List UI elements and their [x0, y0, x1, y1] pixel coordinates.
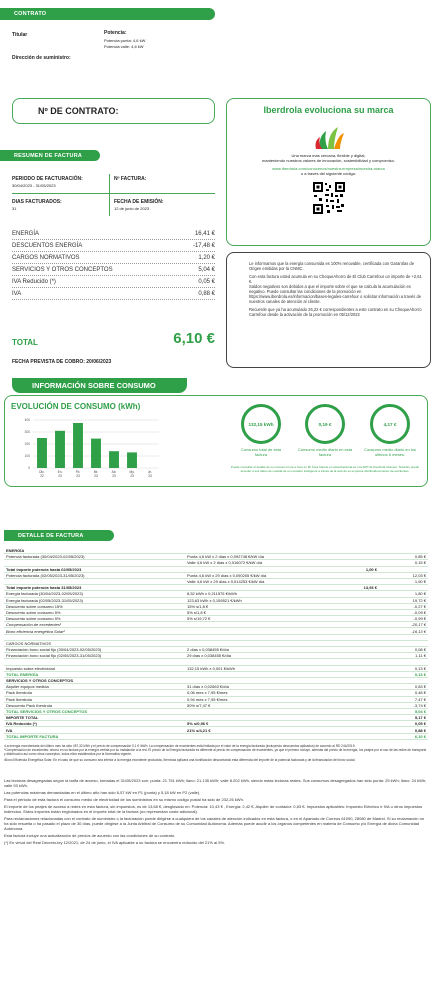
note-consumo-medio: Para el periodo de esta factura el consumo medio de electricidad de los suministros en su mismo código postal ha sido de 232,26 kWh.: [4, 797, 244, 802]
detail-cell-c4: 0,13 €: [414, 671, 426, 677]
y-tick-label: 200: [24, 442, 30, 447]
x-tick-label: 23: [58, 474, 62, 478]
x-tick-label: 23: [130, 474, 134, 478]
detail-cell-c4: -3,74 €: [413, 702, 426, 708]
footnotes: [4, 744, 428, 762]
dias-label: DIAS FACTURADOS:: [12, 199, 62, 205]
chart-title: EVOLUCIÓN DE CONSUMO (kWh): [11, 402, 141, 411]
x-tick-label: Jn.: [147, 470, 153, 474]
potencia-punta: Potencia punta: 4,6 kW: [104, 38, 146, 43]
periodo-block: [12, 176, 110, 188]
detail-cell-c1: Alquiler equipos medida: [6, 684, 49, 690]
detail-cell-c4: 5,17 €: [414, 715, 426, 721]
footnote-3: ²Bono Eficiencia Energética Solar: En el caso de que su consumo sea inferior a la energía excedente producida, Iberdrola aplicará una bonificación descontando esta diferencia del importe de la potencia facturada y de la financiación del bono social.: [4, 757, 356, 762]
x-tick-label: Fb.: [75, 470, 81, 474]
detail-cell-c2: Punta 4,6 kW x 2 días x 0,092748 €/kW día: [187, 554, 264, 560]
detail-cell-c1: Bono eficiencia energética Solar²: [6, 628, 65, 634]
brand-line2: manteniendo nuestros valores de innovación, sostenibilidad y compromiso.: [262, 158, 395, 163]
brand-link[interactable]: www.iberdrola.com/conocenos/nuestra-empresa/nuestra-marca: [272, 166, 385, 171]
bar: [55, 431, 65, 468]
stat-daily: [295, 404, 355, 457]
detail-cell-c2: 15% s/1,8 €: [187, 603, 209, 609]
x-tick-label: Dic.: [39, 470, 45, 474]
detail-cell-c4: 7,47 €: [414, 696, 426, 702]
dias-block: [12, 199, 62, 211]
detail-table: [4, 548, 428, 740]
note-potencias: Las potencias máximas demandadas en el último año han sido 6,57 kW en P1 (punta) y 5,18 kW en P2 (valle).: [4, 790, 201, 795]
potencia-valle: Potencia valle: 4,6 kW: [104, 44, 144, 49]
stat-six-months: [359, 404, 421, 457]
stat-total-circle: 132,15 kWh: [241, 404, 281, 444]
periodo-label: PERIODO DE FACTURACIÓN:: [12, 176, 83, 182]
detail-cell-c2: 132,15 kWh x 0,001 €/kWh: [187, 665, 236, 671]
total-row: [12, 330, 215, 347]
consumo-box: [4, 395, 428, 487]
detail-cell-c2: 31 días x 0,02663 €/día: [187, 684, 229, 690]
detail-cell-c4: 1,80 €: [414, 591, 426, 597]
detail-cell-c2: 123,63 kWh x 0,159521 €/kWh: [187, 597, 242, 603]
x-tick-label: 22: [40, 474, 44, 478]
y-tick-label: 0: [28, 466, 30, 471]
iberdrola-logo-icon: [312, 121, 346, 151]
detail-cell-c4: 12,03 €: [412, 572, 426, 578]
x-tick-label: My.: [129, 470, 135, 474]
detail-cell-c4: 19,72 €: [412, 597, 426, 603]
detail-cell-c1: Compensación de excedentes¹: [6, 622, 62, 628]
detail-cell-c1: TOTAL ENERGÍA: [6, 671, 39, 677]
detail-cell-c4: 1,11 €: [415, 653, 426, 659]
y-tick-label: 400: [24, 418, 30, 423]
bar: [91, 439, 101, 468]
info-p2: Con esta factura usted acumula en su ChequeAhorro de El Club Carrefour un importe de +2,61 €.: [249, 274, 422, 284]
notes: [4, 778, 428, 845]
periodo-value: 30/04/2023 - 31/05/2023: [12, 183, 56, 188]
x-tick-label: Ab.: [111, 470, 117, 474]
detail-cell-c4: -0,99 €: [413, 616, 426, 622]
detail-cell-c1: Pack Iberdrola: [6, 696, 32, 702]
x-tick-label: Mr.: [93, 470, 99, 474]
note-actualizacion: Esta factura incluye una actualización de precios de acuerdo con las condiciones de su contrato.: [4, 833, 176, 838]
detail-cell-c4: 0,15 €: [414, 560, 426, 566]
info-p4: Recuerde que ya ha acumulado 26,22 € correspondientes a este contrato en su ChequeAhorro Carrefour desde la activación de la promoción en 05/12/2022: [249, 307, 422, 317]
detail-cell-c1: IMPORTE TOTAL: [6, 715, 39, 721]
detail-cell-c2: 29 días x 0,038455 €/día: [187, 653, 232, 659]
total-label: TOTAL: [12, 338, 38, 347]
fecha-label: FECHA DE EMISIÓN:: [114, 199, 164, 205]
brand-box: [226, 98, 431, 246]
consumo-note: Puede consultar el detalle de su consumo hora a hora en Mi Área Cliente en www.iberdrola.es o la APP de Iberdrola Clientes. También puede acceder a sus datos de medida de su contador inteligente a través de la web de su empresa distribuidora www.i-de.es/clientes.: [230, 465, 420, 473]
summary-row: CARGOS NORMATIVOS 1,20 €: [12, 252, 215, 264]
detail-cell-c1: Total importe potencia hasta 31/05/2023: [6, 585, 82, 591]
detail-cell-c2: 5% s/0,96 €: [187, 721, 209, 727]
detail-cell-c4: 0,48 €: [414, 690, 426, 696]
summary-row: DESCUENTOS ENERGÍA -17,48 €: [12, 240, 215, 252]
detail-cell-c1: IVA Reducido (*): [6, 721, 37, 727]
detail-cell-c1: Impuesto sobre electricidad: [6, 665, 55, 671]
x-tick-label: 23: [76, 474, 80, 478]
footnote-1: ¹La energía excedentaria del último mes ha sido 457,32 kWh y el precio de compensación 0,1 € /kWh. La compensación de excedentes está limitada por el valor de la energía facturada (incluyendo descuentos aplicados) de acuerdo al RD 244/2019.: [4, 744, 356, 748]
detail-cell-c2: 0,94 mes x 7,95 €/mes: [187, 696, 228, 702]
stat-total: [231, 404, 291, 457]
info-p3: Saldos negativos son debidos a que el importe sobre el que se calcula la acumulación es negativo. Puede consultar las condiciones de la promoción en https://www.iberdrola.es/informacion/bases-legales-carrefour o solicitar información a través de nuestros canales de atención al cliente.: [249, 284, 422, 304]
detail-cell-c1: Potencia facturada (02/05/2023-31/05/2023): [6, 572, 85, 578]
footnote-2: *Compensación de excedentes: ahorro en su factura por la energía vertida por su instalación a la red. El precio de la Energía facturada es diferente al precio de compensación de excedentes, ya que el primero incluye, además del precio de la energía, los peajes por el uso de las redes de transporte y distribución así como otros conceptos, todos ellos establecidos por la Normativa vigente.: [4, 748, 427, 757]
info-box: [226, 252, 431, 368]
brand-line3: o a través del siguiente código:: [300, 171, 357, 176]
stat-daily-label: Consumo medio diario en esta factura: [297, 447, 353, 457]
stat-daily-circle: 0,19 €: [305, 404, 345, 444]
summary-list: [12, 228, 215, 300]
detail-cell-c1: Financiación bono social fijo (02/05/2023-31/05/2023): [6, 653, 102, 659]
x-tick-label: 23: [112, 474, 116, 478]
resumen-header: RESUMEN DE FACTURA: [0, 150, 100, 161]
divider-vertical: [109, 174, 110, 216]
detail-cell-c4: 1,90 €: [414, 579, 426, 585]
detail-cell-c2: 21% s/4,21 €: [187, 727, 211, 733]
potencia-label: Potencia:: [104, 30, 127, 36]
nfactura-label: Nº FACTURA:: [114, 176, 147, 182]
detail-cell-c4: -0,09 €: [413, 609, 426, 615]
titular-label: Titular: [12, 32, 28, 38]
y-tick-label: 300: [24, 430, 30, 435]
detail-cell-c4: 0,08 €: [414, 647, 426, 653]
detail-cell-c1: CARGOS NORMATIVOS: [6, 640, 52, 646]
note-reclamaciones: Para reclamaciones relacionadas con el contrato de suministro o la facturación puede dirigirse a cualquiera de los canales de atención indicados en esta factura, o en el Apartado de Correos 61090, 28080 de Madrid. Si su reclamación no ha sido resuelta o ha pasado el plazo de 30 días, puede dirigirse a la Junta Arbitral de Consumo de su Comunidad Autónoma. Además puede acudir a los órganos competentes en materia de Consumo y/o Energía de dicha Comunidad Autónoma.: [4, 816, 425, 831]
detail-cell-c1: TOTAL SERVICIOS Y OTROS CONCEPTOS: [6, 708, 88, 714]
detail-cell-c1: ENERGÍA: [6, 548, 25, 554]
contract-number-label: Nº DE CONTRATO:: [38, 106, 119, 116]
detail-cell-c4: 0,05 €: [414, 721, 426, 727]
summary-row: IVA 0,88 €: [12, 288, 215, 300]
bar: [73, 423, 83, 468]
summary-row: ENERGÍA 16,41 €: [12, 228, 215, 240]
consumo-chart: [15, 416, 165, 484]
detail-cell-c2: 0,06 mes x 7,95 €/mes: [187, 690, 228, 696]
detail-cell-c1: Energía facturada (02/05/2023-31/05/2023): [6, 597, 83, 603]
detail-cell-c4: 0,13 €: [414, 665, 426, 671]
contract-header: CONTRATO: [0, 8, 215, 20]
detail-cell-c1: Energía facturada (30/04/2023-02/05/2023): [6, 591, 83, 597]
detail-cell-c4: 5,04 €: [414, 708, 426, 714]
brand-line1: Una marca más cercana, flexible y digital,: [291, 153, 366, 158]
x-tick-label: En.: [57, 470, 63, 474]
detail-cell-c1: TOTAL IMPORTE FACTURA: [6, 733, 59, 739]
detail-cell-c2: 5% s/19,72 €: [187, 616, 211, 622]
detail-cell-c2: Punta 4,6 kW x 29 días x 0,090205 €/kW día: [187, 572, 267, 578]
detail-cell-c2: 50% s/7,47 €: [187, 702, 211, 708]
detail-cell-c4: -0,27 €: [413, 603, 426, 609]
note-lecturas: Las lecturas desagregadas según la tarifa de acceso, tomadas el 31/05/2023 son: punta: 21.751 kWh; llano: 21.135 kWh; valle 8.202 kWh, siendo estas lecturas reales. Sus consumos desagregados han sido punta: 25 kWh; llano: 24 kWh; valle 93 kWh.: [4, 778, 427, 788]
detail-cell-c4: 0,83 €: [414, 684, 426, 690]
total-value: 6,10 €: [173, 330, 215, 347]
detail-cell-c2: 2 días x 0,038455 €/día: [187, 647, 229, 653]
detail-row: [4, 734, 428, 740]
qr-code-icon: [312, 181, 346, 215]
detalle-header: DETALLE DE FACTURA: [4, 530, 114, 541]
detail-cell-c1: Descuento Pack Iberdrola: [6, 702, 53, 708]
y-tick-label: 100: [24, 454, 30, 459]
fecha-value: 12 de junio de 2023: [114, 206, 150, 211]
detail-cell-c1: IVA: [6, 727, 13, 733]
detail-cell-c1: Descuento sobre consumo 15%: [6, 603, 63, 609]
detail-cell-c4: 6,10 €: [414, 733, 426, 739]
detail-cell-c1: SERVICIOS Y OTROS CONCEPTOS: [6, 678, 74, 684]
dias-value: 31: [12, 206, 17, 211]
detail-cell-c2: Valle 4,6 kW x 29 días x 0,014253 €/kW día: [187, 579, 265, 585]
consumo-header: INFORMACIÓN SOBRE CONSUMO: [12, 378, 187, 393]
contract-number-box: [12, 98, 215, 124]
stat-six-months-circle: 4,17 €: [370, 404, 410, 444]
detail-cell-c1: Potencia facturada (30/04/2023-02/05/2023): [6, 554, 85, 560]
detail-cell-c1: Descuento sobre consumo 5%: [6, 616, 61, 622]
summary-row: SERVICIOS Y OTROS CONCEPTOS 5,04 €: [12, 264, 215, 276]
stat-total-label: Consumo total de esta factura: [240, 447, 282, 457]
bar: [109, 451, 119, 468]
detail-cell-c4: 0,88 €: [414, 727, 426, 733]
detail-cell-c3: 13,93 €: [363, 585, 377, 591]
detail-cell-c4: -20,17 €: [411, 622, 426, 628]
detail-cell-c1: Total importe potencia hasta 02/05/2023: [6, 566, 82, 572]
detail-cell-c1: Descuento sobre consumo 5%: [6, 609, 61, 615]
detail-cell-c3: 1,00 €: [365, 566, 377, 572]
detail-cell-c1: Financiación bono social fijo (30/04/2023-02/05/2023): [6, 647, 102, 653]
divider-horizontal: [12, 193, 215, 194]
detail-cell-c2: 5% s/1,8 €: [187, 609, 206, 615]
brand-title: Iberdrola evoluciona su marca: [263, 105, 394, 115]
stat-six-months-label: Consumo medio diario en los últimos 6 meses.: [364, 447, 416, 457]
detail-cell-c4: -16,13 €: [411, 628, 426, 634]
detail-cell-c2: Valle 4,6 kW x 2 días x 0,016072 €/kW día: [187, 560, 263, 566]
fecha-block: [114, 199, 164, 211]
x-tick-label: 23: [94, 474, 98, 478]
detail-cell-c4: 0,85 €: [414, 554, 426, 560]
direccion-label: Dirección de suministro:: [12, 55, 71, 61]
info-p1: Le informamos que la energía consumida es 100% renovable, certificada con Garantías de Origen emitidas por la CNMC.: [249, 261, 414, 271]
detail-cell-c1: Pack Iberdrola: [6, 690, 32, 696]
summary-row: IVA Reducido (*) 0,05 €: [12, 276, 215, 288]
cobro-date: FECHA PREVISTA DE COBRO: 20/06/2023: [12, 359, 112, 365]
note-iva: (*) En virtud del Real Decreto-ley 12/2021, de 24 de junio, el IVA aplicable a su factura se encuentra reducido del 21% al 5%.: [4, 840, 226, 845]
x-tick-label: 23: [148, 474, 152, 478]
detail-cell-c2: 8,52 kWh x 0,211575 €/kWh: [187, 591, 237, 597]
bar: [127, 452, 137, 468]
bar: [37, 438, 47, 468]
note-peajes: El importe de los peajes de acceso a redes en esta factura, sin impuestos, es de 13,68 €, desglosado en: Potencia: 10,43 € , Energía: 2,42 €, Alquiler de contador: 0,83 €. Impuestos aplicables: Impuesto Eléctrico e IVA u otros impuestos indirectos. Estos importes están englobados en el importe total de la factura (no representan coste adicional).: [4, 804, 423, 814]
